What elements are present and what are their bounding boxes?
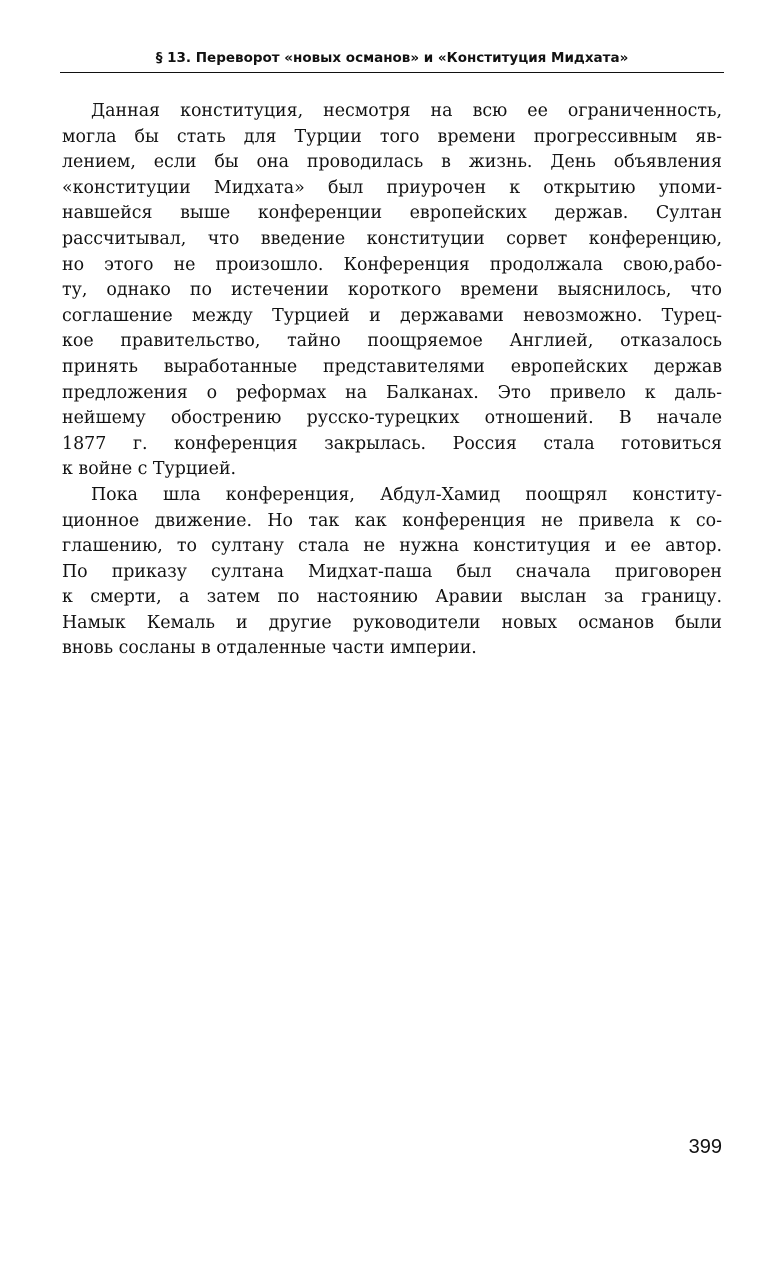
text-line: По приказу султана Мидхат-паша был сначала приговорен <box>62 561 722 582</box>
text-line: Намык Кемаль и другие руководители новых османов были <box>62 612 722 633</box>
text-line: к смерти, а затем по настоянию Аравии выслан за границу. <box>62 587 722 608</box>
text-line: навшейся выше конференции европейских держав. Султан <box>62 203 722 224</box>
text-line: вновь сосланы в отдаленные части империи. <box>62 638 477 659</box>
text-line: но этого не произошло. Конференция продолжала свою,рабо- <box>62 254 722 275</box>
text-line: рассчитывал, что введение конституции сорвет конференцию, <box>62 228 722 249</box>
text-line: глашению, то султану стала не нужна конституция и ее автор. <box>62 536 722 557</box>
text-line: Данная конституция, несмотря на всю ее ограниченность, <box>91 101 722 121</box>
page-number: 399 <box>688 1136 722 1158</box>
text-line: кое правительство, тайно поощряемое Англией, отказалось <box>62 331 722 352</box>
text-line: принять выработанные представителями европейских держав <box>62 356 722 377</box>
paragraph-2 <box>62 483 722 662</box>
text-line: к войне с Турцией. <box>62 459 237 480</box>
text-line: лением, если бы она проводилась в жизнь. День объявления <box>62 152 722 173</box>
text-line: Пока шла конференция, Абдул-Хамид поощрял конститу- <box>91 484 722 505</box>
paragraph-1 <box>62 99 722 483</box>
text-line: соглашение между Турцией и державами невозможно. Турец- <box>62 305 722 326</box>
text-line: ту, однако по истечении короткого времени выяснилось, что <box>62 280 722 301</box>
text-line: 1877 г. конференция закрылась. Россия стала готовиться <box>62 433 722 454</box>
text-line: «конституции Мидхата» был приурочен к открытию упоми- <box>62 177 722 198</box>
header-rule <box>60 72 724 73</box>
body-text <box>62 99 722 662</box>
text-line: предложения о реформах на Балканах. Это привело к даль- <box>62 382 722 403</box>
text-line: нейшему обострению русско-турецких отношений. В начале <box>62 408 722 429</box>
text-line: ционное движение. Но так как конференция не привела к со- <box>62 510 722 531</box>
text-line: могла бы стать для Турции того времени прогрессивным яв- <box>62 126 722 147</box>
running-header-title: § 13. Переворот «новых османов» и «Конституция Мидхата» <box>155 50 629 66</box>
